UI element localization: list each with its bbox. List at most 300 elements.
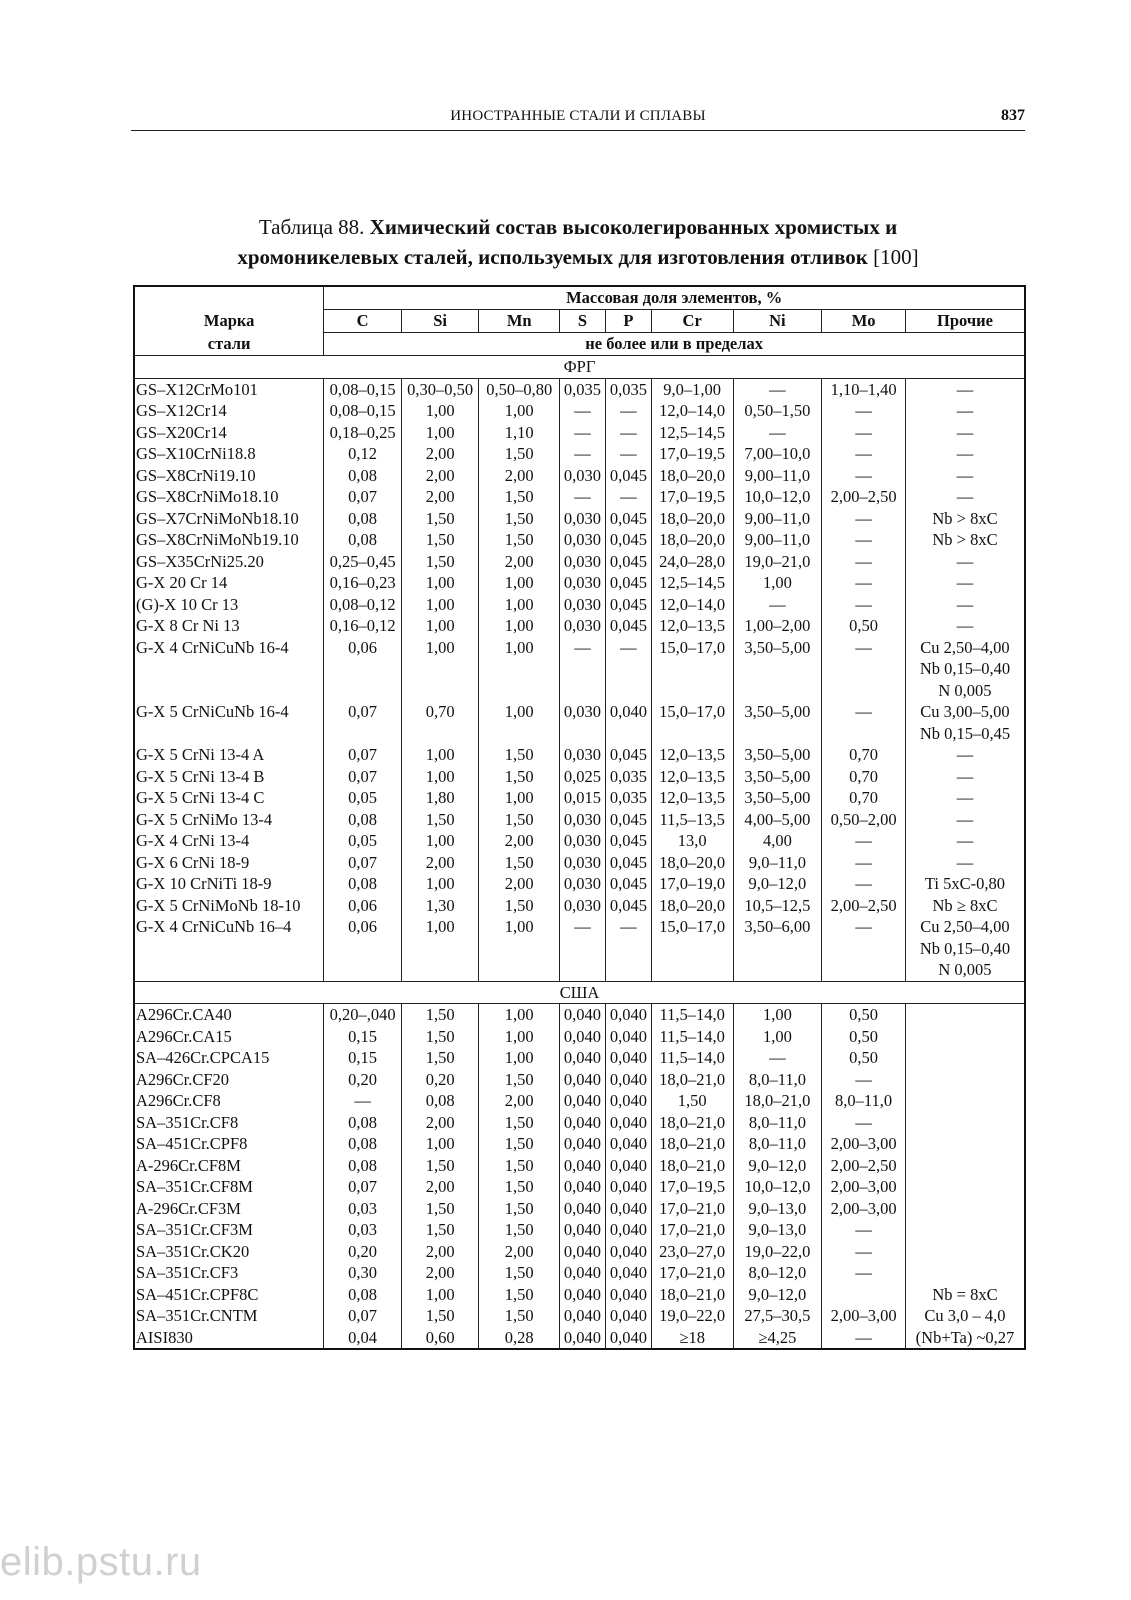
value-cell: 0,08 [324, 1112, 402, 1134]
steel-grade-cell: G-X 10 CrNiTi 18-9 [134, 873, 324, 895]
steel-grade-cell: G-X 6 CrNi 18-9 [134, 852, 324, 874]
steel-grade-cell: GS–X8CrNiMo18.10 [134, 486, 324, 508]
value-cell: 1,50 [479, 895, 560, 917]
table-row [134, 378, 1025, 400]
steel-grade-cell: GS–X8CrNi19.10 [134, 465, 324, 487]
value-cell: — [822, 830, 906, 852]
value-cell: 0,040 [605, 1026, 651, 1048]
value-cell: Nb 0,15–0,40 [905, 938, 1025, 960]
table-row [134, 529, 1025, 551]
value-cell [605, 723, 651, 745]
value-cell [324, 938, 402, 960]
value-cell: 1,00 [401, 830, 479, 852]
value-cell: 0,040 [560, 1241, 606, 1263]
value-cell: 10,0–12,0 [733, 1176, 822, 1198]
value-cell: 0,040 [560, 1305, 606, 1327]
value-cell: — [822, 873, 906, 895]
table-row [134, 701, 1025, 723]
value-cell: 1,50 [479, 1176, 560, 1198]
value-cell: 0,040 [560, 1262, 606, 1284]
value-cell: — [733, 422, 822, 444]
section-title: ФРГ [134, 356, 1025, 379]
table-row [134, 1284, 1025, 1306]
table-row [134, 916, 1025, 938]
value-cell: 17,0–19,5 [651, 486, 733, 508]
value-cell: 3,50–5,00 [733, 766, 822, 788]
value-cell: 18,0–20,0 [651, 852, 733, 874]
value-cell: 1,50 [479, 1133, 560, 1155]
value-cell: 0,07 [324, 701, 402, 723]
steel-grade-cell: SA–351Cr.CF8M [134, 1176, 324, 1198]
value-cell: — [822, 1069, 906, 1091]
value-cell: 17,0–21,0 [651, 1198, 733, 1220]
value-cell: 9,0–1,00 [651, 378, 733, 400]
value-cell: 1,50 [479, 443, 560, 465]
value-cell: — [822, 1327, 906, 1350]
table-row [134, 830, 1025, 852]
value-cell: 18,0–21,0 [651, 1155, 733, 1177]
steel-grade-cell: SA–451Cr.CPF8C [134, 1284, 324, 1306]
value-cell: N 0,005 [905, 680, 1025, 702]
value-cell [605, 658, 651, 680]
value-cell: 0,15 [324, 1047, 402, 1069]
table-row [134, 938, 1025, 960]
value-cell: 2,00 [479, 1241, 560, 1263]
value-cell [905, 1198, 1025, 1220]
value-cell: 1,00 [401, 916, 479, 938]
value-cell: — [822, 852, 906, 874]
table-row [134, 1176, 1025, 1198]
value-cell: 1,50 [401, 1155, 479, 1177]
value-cell: 2,00 [479, 551, 560, 573]
value-cell: 0,50–2,00 [822, 809, 906, 831]
steel-grade-cell: G-X 4 CrNiCuNb 16–4 [134, 916, 324, 938]
value-cell: 0,20–,040 [324, 1004, 402, 1026]
table-row [134, 1262, 1025, 1284]
table-row [134, 1198, 1025, 1220]
value-cell: 0,20 [401, 1069, 479, 1091]
value-cell: 0,030 [560, 809, 606, 831]
value-cell: 15,0–17,0 [651, 701, 733, 723]
value-cell: 0,040 [605, 1327, 651, 1350]
value-cell: 1,50 [651, 1090, 733, 1112]
value-cell: Nb 0,15–0,40 [905, 658, 1025, 680]
steel-grade-cell [134, 680, 324, 702]
value-cell: ≥18 [651, 1327, 733, 1350]
value-cell: 2,00–3,00 [822, 1133, 906, 1155]
table-body [134, 356, 1025, 1350]
value-cell: 0,50 [822, 1047, 906, 1069]
value-cell: 17,0–21,0 [651, 1262, 733, 1284]
value-cell [822, 680, 906, 702]
steel-grade-cell: GS–X10CrNi18.8 [134, 443, 324, 465]
value-cell: 3,50–5,00 [733, 701, 822, 723]
value-cell: — [324, 1090, 402, 1112]
value-cell: 0,12 [324, 443, 402, 465]
table-row [134, 1219, 1025, 1241]
value-cell: 2,00 [401, 852, 479, 874]
value-cell: 0,040 [605, 1241, 651, 1263]
steel-grade-cell: SA–426Cr.CPCA15 [134, 1047, 324, 1069]
grade-header-line2: стали [207, 334, 251, 353]
value-cell: 0,040 [605, 1219, 651, 1241]
table-row [134, 895, 1025, 917]
value-cell: 3,50–6,00 [733, 916, 822, 938]
value-cell [479, 938, 560, 960]
value-cell: 2,00 [479, 873, 560, 895]
steel-grade-cell: GS–X20Cr14 [134, 422, 324, 444]
value-cell [733, 680, 822, 702]
table-row [134, 400, 1025, 422]
value-cell: — [905, 766, 1025, 788]
value-cell [479, 658, 560, 680]
value-cell: 0,07 [324, 744, 402, 766]
value-cell: — [822, 529, 906, 551]
value-cell: — [822, 1262, 906, 1284]
steel-grade-cell [134, 658, 324, 680]
value-cell: 18,0–20,0 [651, 529, 733, 551]
value-cell: 8,0–11,0 [733, 1112, 822, 1134]
caption-title-line1: Химический состав высоколегированных хромистых и [369, 215, 898, 239]
value-cell: — [560, 486, 606, 508]
value-cell: 0,040 [605, 1262, 651, 1284]
table-row [134, 744, 1025, 766]
value-cell: 0,040 [605, 1284, 651, 1306]
value-cell: 2,00–3,00 [822, 1176, 906, 1198]
value-cell [651, 658, 733, 680]
value-cell: — [560, 443, 606, 465]
value-cell: 19,0–21,0 [733, 551, 822, 573]
value-cell [905, 1004, 1025, 1026]
value-cell: 1,00 [401, 572, 479, 594]
value-cell: 0,15 [324, 1026, 402, 1048]
value-cell: 8,0–12,0 [733, 1262, 822, 1284]
table-row [134, 1026, 1025, 1048]
value-cell: 8,0–11,0 [733, 1133, 822, 1155]
table-row [134, 959, 1025, 981]
value-cell: 1,50 [401, 551, 479, 573]
value-cell: 2,00–3,00 [822, 1305, 906, 1327]
value-cell: — [605, 637, 651, 659]
value-cell: 0,16–0,12 [324, 615, 402, 637]
value-cell: 0,030 [560, 895, 606, 917]
value-cell: 1,50 [479, 1069, 560, 1091]
steel-grade-cell: G-X 8 Cr Ni 13 [134, 615, 324, 637]
value-cell: — [733, 378, 822, 400]
value-cell: 12,0–13,5 [651, 744, 733, 766]
table-row [134, 1047, 1025, 1069]
value-cell: 0,08 [401, 1090, 479, 1112]
value-cell: — [560, 422, 606, 444]
steel-grade-cell: A296Cr.CF20 [134, 1069, 324, 1091]
value-cell: 0,030 [560, 830, 606, 852]
value-cell: Cu 3,00–5,00 [905, 701, 1025, 723]
value-cell: 0,030 [560, 701, 606, 723]
value-cell: 1,50 [479, 809, 560, 831]
steel-grade-cell: G-X 5 CrNiCuNb 16-4 [134, 701, 324, 723]
value-cell [905, 1112, 1025, 1134]
value-cell [324, 680, 402, 702]
table-row [134, 787, 1025, 809]
value-cell: 0,06 [324, 916, 402, 938]
value-cell: — [605, 916, 651, 938]
value-cell: 1,00 [401, 615, 479, 637]
value-cell [905, 1241, 1025, 1263]
value-cell: — [822, 916, 906, 938]
table-row [134, 658, 1025, 680]
value-cell: — [560, 916, 606, 938]
value-cell: 0,040 [560, 1026, 606, 1048]
value-cell: 18,0–20,0 [651, 508, 733, 530]
value-cell: 0,50–1,50 [733, 400, 822, 422]
value-cell [905, 1133, 1025, 1155]
value-cell: 1,00 [479, 1026, 560, 1048]
value-cell: — [905, 852, 1025, 874]
value-cell: 0,035 [560, 378, 606, 400]
value-cell: Nb > 8xC [905, 508, 1025, 530]
value-cell: 1,10 [479, 422, 560, 444]
value-cell [905, 1219, 1025, 1241]
value-cell: 0,030 [560, 852, 606, 874]
value-cell: 1,00–2,00 [733, 615, 822, 637]
value-cell: 0,50 [822, 1026, 906, 1048]
value-cell: 0,16–0,23 [324, 572, 402, 594]
value-cell: 1,00 [401, 766, 479, 788]
steel-grade-cell: AISI830 [134, 1327, 324, 1350]
value-cell: 1,00 [401, 1284, 479, 1306]
value-cell [560, 938, 606, 960]
table-caption [131, 212, 1025, 272]
value-cell: — [733, 1047, 822, 1069]
value-cell: 0,040 [605, 1176, 651, 1198]
value-cell: 1,00 [479, 1004, 560, 1026]
value-cell: 0,040 [605, 1069, 651, 1091]
value-cell: 0,20 [324, 1241, 402, 1263]
value-cell [479, 959, 560, 981]
value-cell: 1,50 [401, 1219, 479, 1241]
value-cell [905, 1069, 1025, 1091]
value-cell [560, 658, 606, 680]
value-cell: 2,00–2,50 [822, 486, 906, 508]
table-row [134, 680, 1025, 702]
value-cell: 0,08 [324, 465, 402, 487]
value-cell: — [905, 400, 1025, 422]
value-cell: — [822, 465, 906, 487]
value-cell [401, 723, 479, 745]
value-cell: 0,040 [560, 1069, 606, 1091]
steel-grade-cell: GS–X12CrMo101 [134, 378, 324, 400]
value-cell: 0,07 [324, 486, 402, 508]
steel-grade-cell: A296Cr.CA15 [134, 1026, 324, 1048]
table-row [134, 766, 1025, 788]
value-cell: — [560, 400, 606, 422]
value-cell: 0,045 [605, 809, 651, 831]
value-cell: — [733, 594, 822, 616]
value-cell: 1,50 [401, 809, 479, 831]
value-cell: — [822, 1241, 906, 1263]
value-cell: 0,25–0,45 [324, 551, 402, 573]
value-cell: 7,00–10,0 [733, 443, 822, 465]
value-cell: N 0,005 [905, 959, 1025, 981]
value-cell: 1,00 [479, 1047, 560, 1069]
value-cell [479, 680, 560, 702]
value-cell: 18,0–20,0 [651, 895, 733, 917]
value-cell: 0,07 [324, 1176, 402, 1198]
value-cell [822, 938, 906, 960]
value-cell: 18,0–21,0 [651, 1284, 733, 1306]
value-cell: 9,00–11,0 [733, 508, 822, 530]
table-row [134, 1004, 1025, 1026]
value-cell: 0,04 [324, 1327, 402, 1350]
table-row [134, 1133, 1025, 1155]
value-cell: 9,0–11,0 [733, 852, 822, 874]
steel-grade-cell: SA–351Cr.CF8 [134, 1112, 324, 1134]
value-cell: — [822, 637, 906, 659]
value-cell: 12,0–14,0 [651, 594, 733, 616]
value-cell: — [822, 701, 906, 723]
steel-grade-cell: GS–X8CrNiMoNb19.10 [134, 529, 324, 551]
page-header [131, 104, 1025, 131]
value-cell [733, 938, 822, 960]
value-cell: 0,030 [560, 744, 606, 766]
value-cell [905, 1176, 1025, 1198]
grade-header [134, 286, 324, 356]
value-cell: 1,50 [479, 852, 560, 874]
value-cell [822, 723, 906, 745]
element-header: Прочие [905, 310, 1025, 333]
steel-grade-cell: G-X 5 CrNiMo 13-4 [134, 809, 324, 831]
value-cell: 1,50 [479, 1112, 560, 1134]
section-title: США [134, 981, 1025, 1004]
value-cell: 0,040 [560, 1327, 606, 1350]
value-cell: 1,00 [479, 637, 560, 659]
value-cell: 1,50 [479, 744, 560, 766]
value-cell: 0,045 [605, 852, 651, 874]
table-row [134, 1305, 1025, 1327]
element-header: C [324, 310, 402, 333]
value-cell: — [605, 486, 651, 508]
value-cell: 0,040 [560, 1090, 606, 1112]
value-cell: 1,80 [401, 787, 479, 809]
value-cell [905, 1155, 1025, 1177]
value-cell: 9,00–11,0 [733, 465, 822, 487]
value-cell: 2,00–2,50 [822, 895, 906, 917]
value-cell: Cu 2,50–4,00 [905, 637, 1025, 659]
value-cell: 1,50 [401, 1026, 479, 1048]
running-title: ИНОСТРАННЫЕ СТАЛИ И СПЛАВЫ [450, 108, 706, 124]
steel-grade-cell: G-X 20 Cr 14 [134, 572, 324, 594]
value-cell: — [905, 744, 1025, 766]
table-row [134, 508, 1025, 530]
steel-grade-cell: SA–351Cr.CNTM [134, 1305, 324, 1327]
table-row [134, 723, 1025, 745]
table-row [134, 1327, 1025, 1350]
value-cell: 0,030 [560, 508, 606, 530]
value-cell: 0,045 [605, 594, 651, 616]
value-cell: 0,05 [324, 830, 402, 852]
value-cell: 2,00–3,00 [822, 1198, 906, 1220]
value-cell: 2,00 [401, 1112, 479, 1134]
value-cell: 0,08 [324, 1155, 402, 1177]
table-header [134, 286, 1025, 356]
value-cell: 0,030 [560, 529, 606, 551]
value-cell: — [822, 1112, 906, 1134]
value-cell: 1,30 [401, 895, 479, 917]
value-cell: 4,00–5,00 [733, 809, 822, 831]
value-cell [560, 959, 606, 981]
value-cell: 11,5–14,0 [651, 1004, 733, 1026]
grade-header-line1: Марка [203, 311, 255, 330]
section-row [134, 356, 1025, 379]
table-row [134, 615, 1025, 637]
value-cell: 8,0–11,0 [733, 1069, 822, 1091]
steel-grade-cell: G-X 5 CrNiMoNb 18-10 [134, 895, 324, 917]
value-cell: 1,10–1,40 [822, 378, 906, 400]
value-cell: 24,0–28,0 [651, 551, 733, 573]
value-cell: — [905, 443, 1025, 465]
value-cell: — [822, 422, 906, 444]
value-cell: 1,50 [401, 1047, 479, 1069]
value-cell: 9,0–13,0 [733, 1219, 822, 1241]
table-row [134, 551, 1025, 573]
value-cell: 0,70 [822, 766, 906, 788]
value-cell: 0,040 [605, 1198, 651, 1220]
value-cell: 0,040 [605, 701, 651, 723]
value-cell: 17,0–19,5 [651, 1176, 733, 1198]
value-cell [651, 680, 733, 702]
value-cell: 0,08–0,15 [324, 400, 402, 422]
value-cell [651, 938, 733, 960]
value-cell [822, 658, 906, 680]
value-cell: 12,5–14,5 [651, 572, 733, 594]
table-row [134, 1155, 1025, 1177]
value-cell [905, 1047, 1025, 1069]
table-row [134, 465, 1025, 487]
value-cell [822, 1284, 906, 1306]
value-cell: — [822, 443, 906, 465]
value-cell: 17,0–19,0 [651, 873, 733, 895]
value-cell: 9,00–11,0 [733, 529, 822, 551]
table-row [134, 422, 1025, 444]
value-cell: 0,030 [560, 551, 606, 573]
value-cell: — [905, 830, 1025, 852]
value-cell: 0,70 [822, 744, 906, 766]
value-cell: 0,040 [605, 1305, 651, 1327]
value-cell: 12,0–13,5 [651, 615, 733, 637]
steel-grade-cell: G-X 4 CrNiCuNb 16-4 [134, 637, 324, 659]
table-row [134, 637, 1025, 659]
value-cell: 0,030 [560, 594, 606, 616]
value-cell: 10,0–12,0 [733, 486, 822, 508]
value-cell: 1,00 [479, 615, 560, 637]
value-cell: — [905, 787, 1025, 809]
steel-grade-cell: GS–X7CrNiMoNb18.10 [134, 508, 324, 530]
value-cell: 0,08 [324, 508, 402, 530]
steel-grade-cell: A296Cr.CF8 [134, 1090, 324, 1112]
value-cell: 1,50 [479, 529, 560, 551]
value-cell: 0,08–0,12 [324, 594, 402, 616]
value-cell: Ti 5xC-0,80 [905, 873, 1025, 895]
value-cell: 0,040 [560, 1219, 606, 1241]
value-cell: 1,00 [401, 637, 479, 659]
element-header: Ni [733, 310, 822, 333]
steel-grade-cell [134, 938, 324, 960]
limits-header: не более или в пределах [324, 332, 1025, 355]
table-row [134, 486, 1025, 508]
value-cell: 0,20 [324, 1069, 402, 1091]
steel-grade-cell: SA–351Cr.CF3 [134, 1262, 324, 1284]
table-row [134, 1069, 1025, 1091]
